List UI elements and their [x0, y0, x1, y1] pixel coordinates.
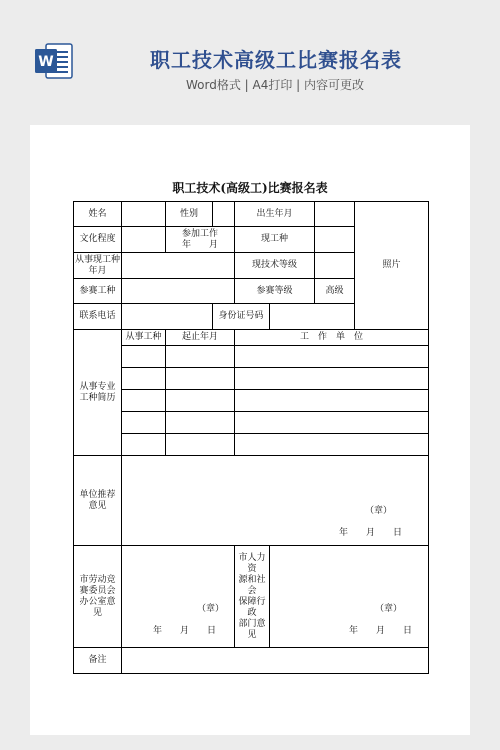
current-trade-since-field[interactable] [122, 253, 235, 279]
unit-opinion-label: 单位推荐 意见 [74, 456, 122, 546]
history-unit-cell[interactable] [235, 434, 429, 456]
competition-level-value: 高级 [315, 279, 355, 304]
history-period-cell[interactable] [166, 434, 235, 456]
history-unit-cell[interactable] [235, 412, 429, 434]
date-line: 年 月 日 [349, 626, 413, 636]
remarks-label: 备注 [74, 648, 122, 674]
seal-mark: （章） [196, 604, 224, 614]
birth-field[interactable] [315, 202, 355, 227]
education-field[interactable] [122, 227, 166, 253]
word-icon [34, 41, 74, 81]
history-col-trade: 从事工种 [122, 330, 166, 346]
date-line: 年 月 日 [152, 626, 216, 636]
seal-mark: （章） [375, 604, 403, 614]
unit-opinion-field[interactable] [122, 456, 429, 546]
history-period-cell[interactable] [166, 346, 235, 368]
gender-field[interactable] [213, 202, 235, 227]
birth-label: 出生年月 [235, 202, 315, 227]
current-trade-label: 现工种 [235, 227, 315, 253]
committee-opinion-label: 市劳动竞 赛委员会 办公室意 见 [74, 546, 122, 648]
competition-trade-label: 参赛工种 [74, 279, 122, 304]
history-label: 从事专业 工种简历 [74, 330, 122, 456]
phone-field[interactable] [122, 304, 213, 330]
photo-box[interactable]: 照片 [355, 202, 429, 330]
history-unit-cell[interactable] [235, 368, 429, 390]
competition-trade-field[interactable] [122, 279, 235, 304]
id-number-field[interactable] [270, 304, 355, 330]
gender-label: 性别 [166, 202, 213, 227]
page-title: 职工技术高级工比赛报名表 [150, 48, 402, 72]
date-line: 年 月 日 [339, 528, 403, 538]
current-trade-field[interactable] [315, 227, 355, 253]
remarks-field[interactable] [122, 648, 429, 674]
id-number-label: 身份证号码 [213, 304, 270, 330]
phone-label: 联系电话 [74, 304, 122, 330]
work-start-label: 参加工作 年 月 [166, 227, 235, 253]
document-page [30, 125, 470, 735]
history-trade-cell[interactable] [122, 390, 166, 412]
hr-opinion-label: 市人力资 源和社会 保障行政 部门意见 [235, 546, 270, 648]
history-trade-cell[interactable] [122, 412, 166, 434]
history-col-period: 起止年月 [166, 330, 235, 346]
history-period-cell[interactable] [166, 412, 235, 434]
history-trade-cell[interactable] [122, 346, 166, 368]
svg-text:W: W [38, 54, 54, 70]
education-label: 文化程度 [74, 227, 122, 253]
history-period-cell[interactable] [166, 390, 235, 412]
name-field[interactable] [122, 202, 166, 227]
page-subtitle: Word格式 | A4打印 | 内容可更改 [186, 78, 365, 92]
current-trade-since-label: 从事现工种 年月 [74, 253, 122, 279]
history-unit-cell[interactable] [235, 346, 429, 368]
history-trade-cell[interactable] [122, 434, 166, 456]
name-label: 姓名 [74, 202, 122, 227]
history-period-cell[interactable] [166, 368, 235, 390]
history-unit-cell[interactable] [235, 390, 429, 412]
competition-level-label: 参赛等级 [235, 279, 315, 304]
hr-opinion-field[interactable] [270, 546, 429, 648]
current-tech-level-field[interactable] [315, 253, 355, 279]
form-title: 职工技术(高级工)比赛报名表 [172, 181, 328, 195]
history-trade-cell[interactable] [122, 368, 166, 390]
current-tech-level-label: 现技术等级 [235, 253, 315, 279]
page-header [0, 0, 500, 120]
registration-form-table [73, 201, 429, 674]
history-col-unit: 工 作 单 位 [235, 330, 429, 346]
committee-opinion-field[interactable] [122, 546, 235, 648]
seal-mark: （章） [365, 506, 393, 516]
